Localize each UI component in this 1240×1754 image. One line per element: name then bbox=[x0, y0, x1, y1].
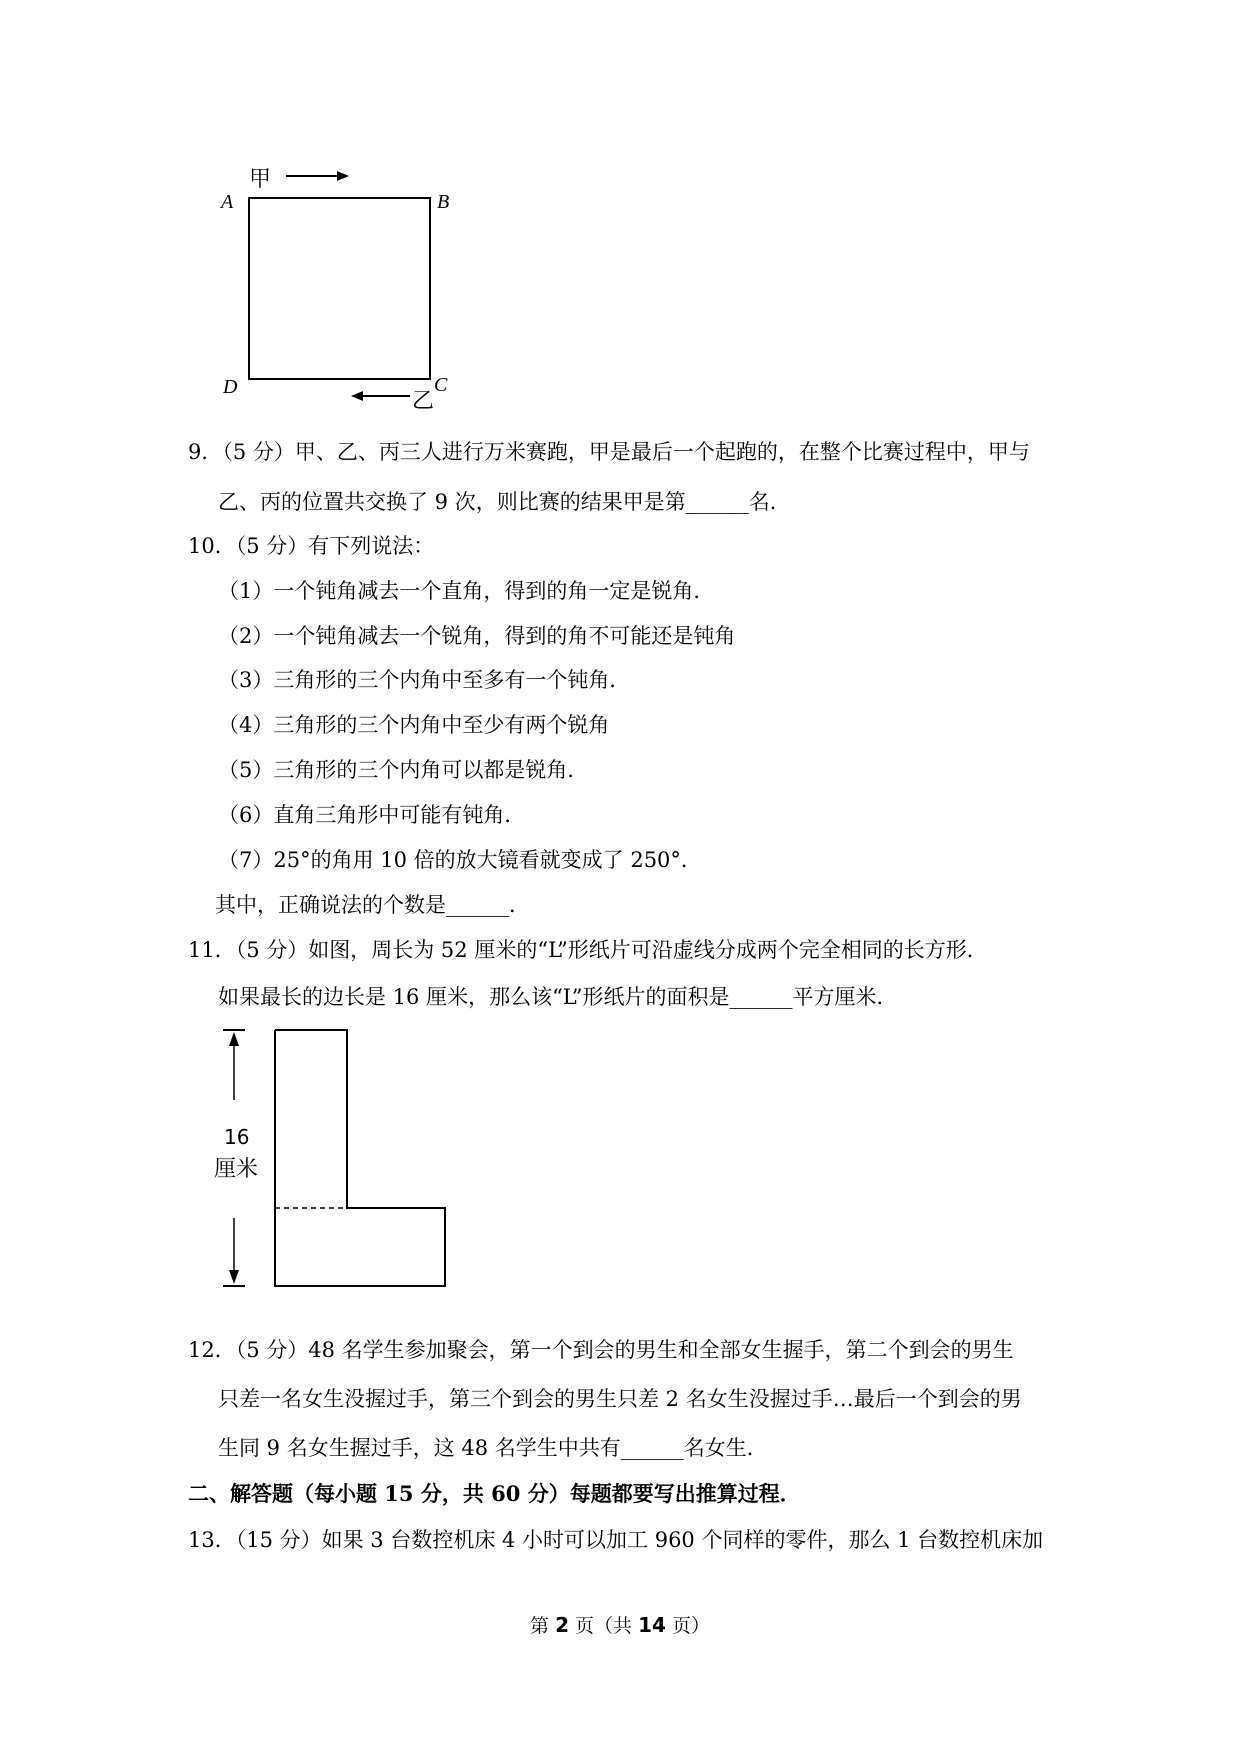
l-shape-outline bbox=[275, 1030, 445, 1286]
q10-item-4: （4）三角形的三个内角中至少有两个锐角 bbox=[218, 713, 610, 737]
footer-page-number: 2 bbox=[555, 1613, 569, 1637]
corner-a: A bbox=[221, 191, 234, 213]
q10-conclusion: 其中，正确说法的个数是______． bbox=[215, 893, 530, 917]
q10-item-6: （6）直角三角形中可能有钝角． bbox=[218, 803, 526, 827]
q11-line1: 11．（5 分）如图，周长为 52 厘米的“L”形纸片可沿虚线分成两个完全相同的长方形． bbox=[188, 938, 988, 962]
q12-line3: 生同 9 名女生握过手，这 48 名学生中共有______名女生． bbox=[218, 1436, 768, 1460]
page-footer bbox=[0, 1612, 1240, 1639]
dim-arrow-down-head bbox=[229, 1270, 239, 1284]
q10-line1: 10．（5 分）有下列说法： bbox=[188, 534, 435, 558]
dim-unit: 厘米 bbox=[214, 1157, 259, 1182]
footer-middle: 页（共 bbox=[568, 1615, 639, 1637]
q9-line2: 乙、丙的位置共交换了 9 次，则比赛的结果甲是第______名． bbox=[218, 490, 791, 514]
corner-c: C bbox=[434, 374, 448, 396]
corner-d: D bbox=[223, 376, 238, 398]
figure-l-shape bbox=[214, 1030, 445, 1286]
q11-line2: 如果最长的边长是 16 厘米，那么该“L”形纸片的面积是______平方厘米． bbox=[218, 985, 898, 1009]
q9-line1: 9．（5 分）甲、乙、丙三人进行万米赛跑，甲是最后一个起跑的，在整个比赛过程中，甲与 bbox=[188, 440, 1030, 464]
arrow-right-head bbox=[337, 171, 349, 181]
q10-item-3: （3）三角形的三个内角中至多有一个钝角． bbox=[218, 668, 631, 692]
q12-line2: 只差一名女生没握过手，第三个到会的男生只差 2 名女生没握过手…最后一个到会的男 bbox=[218, 1387, 1022, 1411]
q10-item-1: （1）一个钝角减去一个直角，得到的角一定是锐角． bbox=[218, 579, 715, 603]
dim-arrow-up-head bbox=[229, 1032, 239, 1046]
q12-line1: 12．（5 分）48 名学生参加聚会，第一个到会的男生和全部女生握手，第二个到会的男生 bbox=[188, 1338, 1014, 1362]
dim-value: 16 bbox=[224, 1125, 250, 1149]
corner-b: B bbox=[437, 191, 450, 213]
q10-item-5: （5）三角形的三个内角可以都是锐角． bbox=[218, 758, 589, 782]
section2-heading: 二、解答题（每小题 15 分，共 60 分）每题都要写出推算过程． bbox=[188, 1481, 801, 1506]
label-jia: 甲 bbox=[249, 167, 272, 192]
footer-suffix: 页） bbox=[665, 1615, 710, 1637]
arrow-left-head bbox=[351, 391, 363, 401]
label-yi: 乙 bbox=[412, 389, 435, 414]
q13-line1: 13．（15 分）如果 3 台数控机床 4 小时可以加工 960 个同样的零件，那么 1 台数控机床加 bbox=[188, 1528, 1044, 1552]
q10-item-7: （7）25°的角用 10 倍的放大镜看就变成了 250°． bbox=[218, 848, 702, 872]
footer-total-pages: 14 bbox=[638, 1613, 666, 1637]
square-track bbox=[249, 198, 430, 379]
q10-item-2: （2）一个钝角减去一个锐角，得到的角不可能还是钝角 bbox=[218, 624, 736, 648]
footer-prefix: 第 bbox=[530, 1615, 556, 1637]
